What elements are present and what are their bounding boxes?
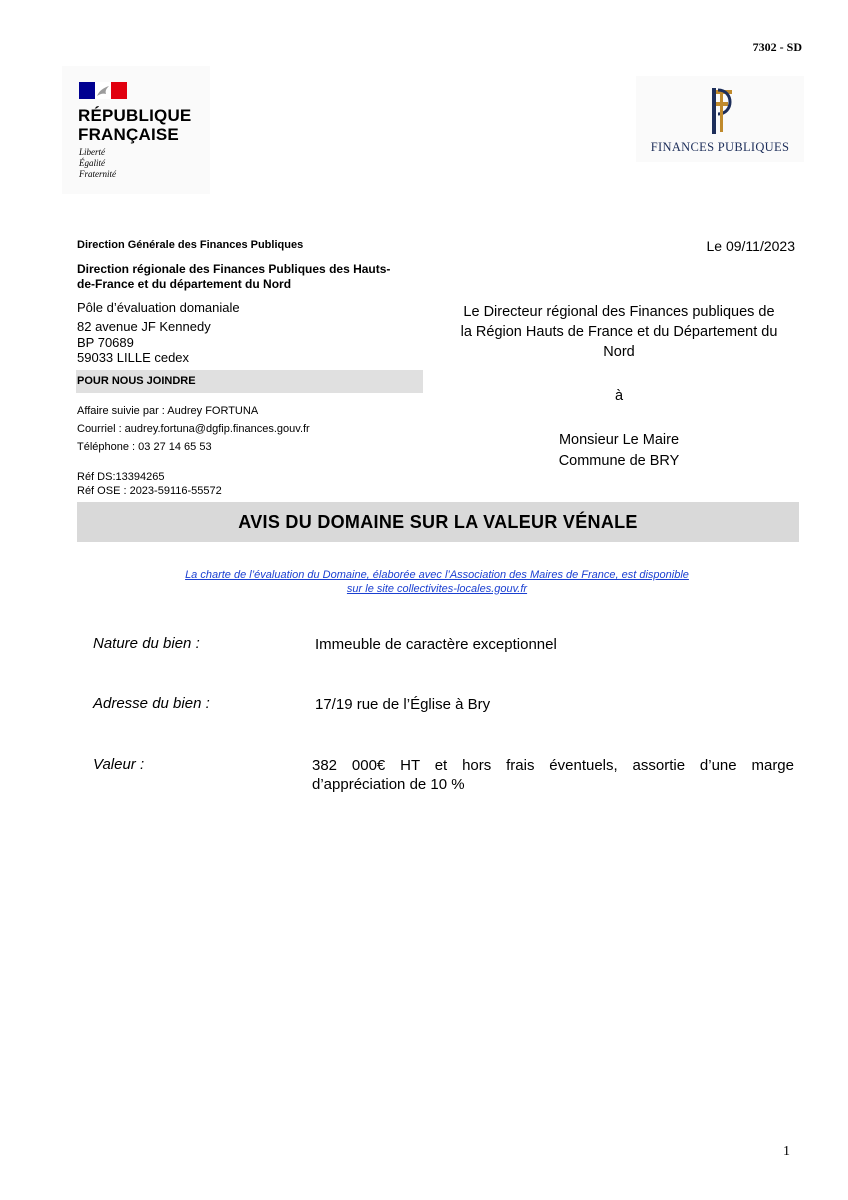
affaire-suivie: Affaire suivie par : Audrey FORTUNA: [77, 405, 259, 417]
dgfip-name: Direction Générale des Finances Publiques: [77, 239, 304, 251]
form-code: 7302 - SD: [752, 40, 802, 54]
contact-section-header: POUR NOUS JOINDRE: [76, 370, 423, 393]
to-name: Monsieur Le Maire: [558, 432, 680, 448]
direction-name: Direction régionale des Finances Publiques des Hauts- de-France et du département du Nord: [77, 262, 391, 291]
valeur-label: Valeur :: [93, 756, 145, 773]
charte-link[interactable]: La charte de l’évaluation du Domaine, élaborée avec l’Association des Maires de France, est disponible sur le site collectivites-locales.gouv.fr: [185, 569, 689, 595]
ref-ose: Réf OSE : 2023-59116-55572: [77, 485, 222, 497]
rf-motto: Liberté Égalité Fraternité: [79, 147, 116, 179]
contact-details: [77, 402, 310, 456]
contact-phone: Téléphone : 03 27 14 65 53: [77, 441, 212, 453]
republique-francaise-logo: [62, 66, 210, 194]
to-commune: Commune de BRY: [558, 453, 680, 469]
references: [77, 470, 222, 498]
contact-email[interactable]: Courriel : audrey.fortuna@dgfip.finances.gouv.fr: [77, 423, 310, 435]
adresse-label: Adresse du bien :: [93, 695, 210, 712]
to-word: à: [614, 388, 624, 404]
page-number: 1: [783, 1144, 790, 1159]
recipient-block: Le Directeur régional des Finances publiques de la Région Hauts de France et du Département du Nord à Monsieur Le Maire Commune de BRY: [440, 302, 798, 472]
sender-address: 82 avenue JF Kennedy BP 70689 59033 LILLE cedex: [77, 319, 211, 365]
adresse-value: 17/19 rue de l’Église à Bry: [315, 696, 491, 713]
from-line: Le Directeur régional des Finances publiques de: [463, 304, 775, 320]
ref-ds: Réf DS:13394265: [77, 471, 165, 483]
marianne-flag-icon: [79, 82, 127, 99]
nature-value: Immeuble de caractère exceptionnel: [315, 636, 557, 653]
finances-publiques-monogram-icon: [698, 84, 738, 136]
valeur-value: 382 000€ HT et hors frais éventuels, assortie d’une marge d’appréciation de 10 %: [312, 757, 794, 793]
pole-name: Pôle d’évaluation domaniale: [77, 300, 240, 315]
rf-name: RÉPUBLIQUE FRANÇAISE: [78, 106, 192, 144]
nature-label: Nature du bien :: [93, 635, 200, 652]
document-title: AVIS DU DOMAINE SUR LA VALEUR VÉNALE: [77, 502, 799, 542]
finances-publiques-text: FINANCES PUBLIQUES: [650, 140, 790, 154]
finances-publiques-logo: [636, 76, 804, 162]
letter-date: Le 09/11/2023: [706, 238, 795, 254]
